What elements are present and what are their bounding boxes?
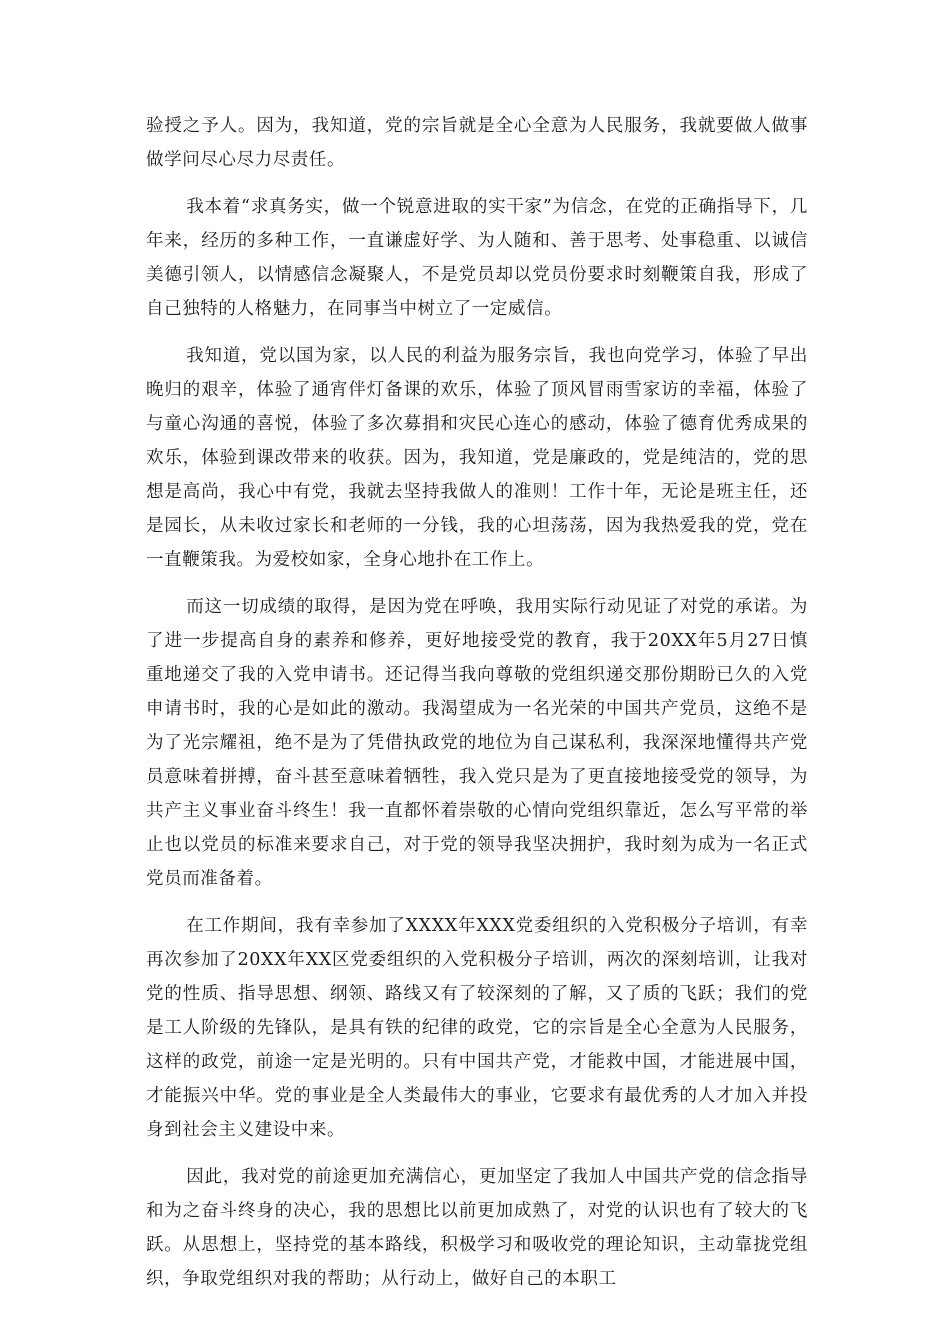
paragraph-6: 因此，我对党的前途更加充满信心，更加坚定了我加人中国共产党的信念指导和为之奋斗终身的决心，我的思想比以前更加成熟了，对党的认识也有了较大的飞跃。从思想上，坚持党的基本路线，积极学习和吸收党的理论知识，主动靠拢党组织，争取党组织对我的帮助；从行动上，做好自己的本职工 <box>146 1167 808 1289</box>
paragraph-2: 我本着“求真务实，做一个锐意进取的实干家”为信念，在党的正确指导下，几年来，经历的多种工作，一直谦虚好学、为人随和、善于思考、处事稳重、以诚信美德引领人，以情感信念凝聚人，不是党员却以党员份要求时刻鞭策自我，形成了自己独特的人格魅力，在同事当中树立了一定威信。 <box>146 197 808 319</box>
paragraph-3: 我知道，党以国为家，以人民的利益为服务宗旨，我也向党学习，体验了早出晚归的艰辛，体验了通宵伴灯备课的欢乐，体验了顶风冒雨雪家访的幸福，体验了与童心沟通的喜悦，体验了多次募捐和灾民心连心的感动，体验了德育优秀成果的欢乐，体验到课改带来的收获。因为，我知道，党是廉政的，党是纯洁的，党的思想是高尚，我心中有党，我就去坚持我做人的准则！工作十年，无论是班主任，还是园长，从未收过家长和老师的一分钱，我的心坦荡荡，因为我热爱我的党，党在一直鞭策我。为爱校如家，全身心地扑在工作上。 <box>146 346 808 570</box>
paragraph-4: 而这一切成绩的取得，是因为党在呼唤，我用实际行动见证了对党的承诺。为了进一步提高自身的素养和修养，更好地接受党的教育，我于20XX年5月27日慎重地递交了我的入党申请书。还记得当我向尊敬的党组织递交那份期盼已久的入党申请书时，我的心是如此的激动。我渴望成为一名光荣的中国共产党员，这绝不是为了光宗耀祖，绝不是为了凭借执政党的地位为自己谋私利，我深深地懂得共产党员意味着拼搏，奋斗甚至意味着牺牲，我入党只是为了更直接地接受党的领导，为共产主义事业奋斗终生！我一直都怀着崇敬的心情向党组织靠近，怎么写平常的举止也以党员的标准来要求自己，对于党的领导我坚决拥护，我时刻为成为一名正式党员而准备着。 <box>146 597 808 889</box>
document-body <box>146 109 808 1309</box>
paragraph-1: 验授之予人。因为，我知道，党的宗旨就是全心全意为人民服务，我就要做人做事做学问尽心尽力尽责任。 <box>146 116 808 170</box>
paragraph-5: 在工作期间，我有幸参加了XXXX年XXX党委组织的入党积极分子培训，有幸再次参加了20XX年XX区党委组织的入党积极分子培训，两次的深刻培训，让我对党的性质、指导思想、纲领、路线又有了较深刻的了解，又了质的飞跃；我们的党是工人阶级的先锋队，是具有铁的纪律的政党，它的宗旨是全心全意为人民服务，这样的政党，前途一定是光明的。只有中国共产党，才能救中国，才能进展中国，才能振兴中华。党的事业是全人类最伟大的事业，它要求有最优秀的人才加入并投身到社会主义建设中来。 <box>146 916 808 1140</box>
